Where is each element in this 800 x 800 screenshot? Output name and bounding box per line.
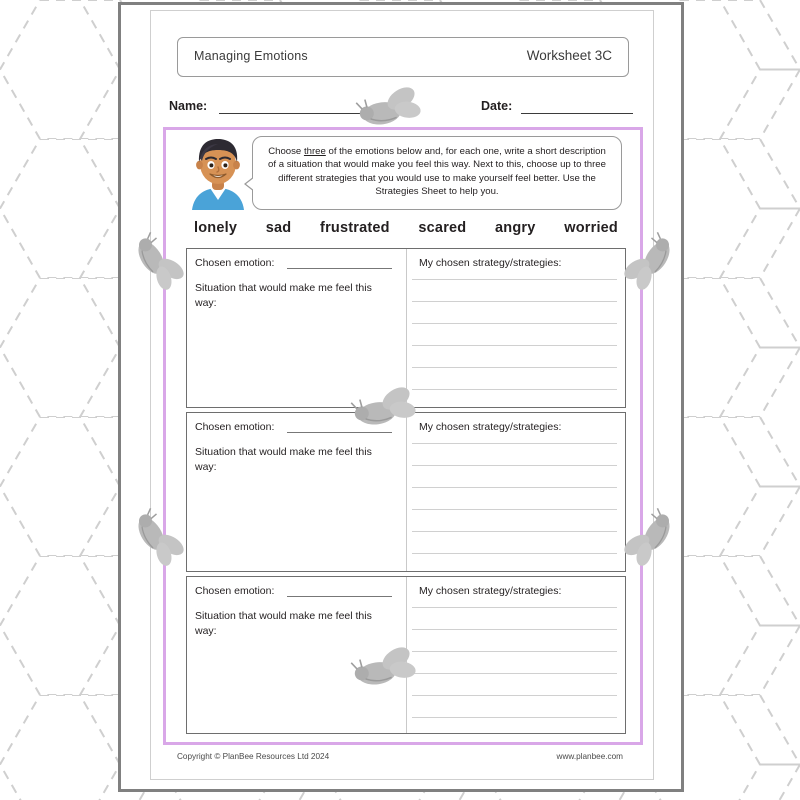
strategy-input-line[interactable] — [412, 345, 617, 346]
strategy-input-line[interactable] — [412, 509, 617, 510]
copyright-text: Copyright © PlanBee Resources Ltd 2024 — [177, 752, 330, 761]
instruction-text: Choose three of the emotions below and, for each one, write a short description of a situation that would make you feel this way. Next to this, choose up to three different strategies that you would use to make yourself feel better. Use the Strategies Sheet to help you. — [268, 146, 606, 198]
strategy-input-line[interactable] — [412, 553, 617, 554]
answer-block[interactable] — [186, 412, 626, 572]
block-divider — [406, 577, 407, 733]
block-divider — [406, 249, 407, 407]
strategy-input-line[interactable] — [412, 651, 617, 652]
strategy-label: My chosen strategy/strategies: — [419, 257, 562, 269]
date-label: Date: — [481, 99, 513, 113]
strategy-input-line[interactable] — [412, 695, 617, 696]
chosen-emotion-label: Chosen emotion: — [195, 585, 275, 597]
situation-label: Situation that would make me feel this way: — [195, 446, 372, 473]
header-bar — [177, 37, 629, 77]
chosen-emotion-label: Chosen emotion: — [195, 421, 275, 433]
chosen-emotion-input-line[interactable] — [287, 432, 392, 433]
situation-label: Situation that would make me feel this way: — [195, 282, 372, 309]
chosen-emotion-input-line[interactable] — [287, 596, 392, 597]
worksheet-number: Worksheet 3C — [526, 48, 612, 63]
strategy-input-line[interactable] — [412, 487, 617, 488]
strategy-label: My chosen strategy/strategies: — [419, 585, 562, 597]
strategy-input-line[interactable] — [412, 301, 617, 302]
answer-block[interactable] — [186, 576, 626, 734]
emotion-word[interactable]: lonely — [194, 220, 238, 236]
emotion-word[interactable]: frustrated — [320, 220, 390, 236]
emotion-word[interactable]: worried — [564, 220, 618, 236]
name-input-line[interactable] — [219, 113, 409, 114]
chosen-emotion-input-line[interactable] — [287, 268, 392, 269]
strategy-input-line[interactable] — [412, 279, 617, 280]
emotion-word[interactable]: angry — [495, 220, 536, 236]
strategy-input-line[interactable] — [412, 673, 617, 674]
strategy-input-line[interactable] — [412, 717, 617, 718]
block-divider — [406, 413, 407, 571]
name-label: Name: — [169, 99, 208, 113]
emotion-word[interactable]: sad — [265, 220, 292, 236]
instruction-speech-bubble — [252, 136, 622, 210]
situation-label: Situation that would make me feel this way: — [195, 610, 372, 637]
avatar — [186, 136, 250, 210]
strategy-input-line[interactable] — [412, 629, 617, 630]
strategy-input-line[interactable] — [412, 465, 617, 466]
emotion-word-bank — [180, 220, 632, 236]
strategy-input-line[interactable] — [412, 389, 617, 390]
page-title: Managing Emotions — [194, 49, 308, 63]
date-input-line[interactable] — [521, 113, 633, 114]
strategy-input-line[interactable] — [412, 443, 617, 444]
emotion-word[interactable]: scared — [418, 220, 467, 236]
worksheet-page — [150, 10, 654, 780]
activity-area — [163, 127, 643, 745]
strategy-input-line[interactable] — [412, 367, 617, 368]
strategy-label: My chosen strategy/strategies: — [419, 421, 562, 433]
strategy-input-line[interactable] — [412, 531, 617, 532]
strategy-input-line[interactable] — [412, 607, 617, 608]
strategy-input-line[interactable] — [412, 323, 617, 324]
website-text[interactable]: www.planbee.com — [556, 752, 623, 761]
chosen-emotion-label: Chosen emotion: — [195, 257, 275, 269]
answer-block[interactable] — [186, 248, 626, 408]
